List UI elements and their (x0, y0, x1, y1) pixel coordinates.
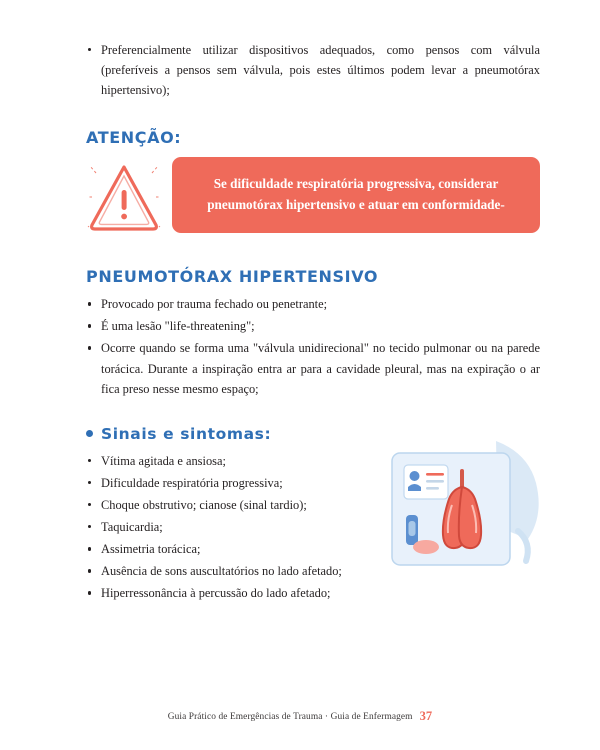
signs-heading-label: Sinais e sintomas: (101, 424, 272, 443)
list-item: Vítima agitada e ansiosa; (86, 451, 386, 471)
warning-triangle-icon (86, 157, 162, 237)
intro-bullet-list (86, 40, 540, 100)
page-footer (0, 709, 600, 724)
lungs-illustration (378, 435, 546, 587)
page-number: 37 (419, 709, 433, 723)
pneumothorax-heading: PNEUMOTÓRAX HIPERTENSIVO (86, 267, 379, 287)
signs-list (86, 451, 386, 604)
bullet-dot-icon (86, 430, 93, 437)
list-item: Assimetria torácica; (86, 539, 386, 559)
list-item: Provocado por trauma fechado ou penetrante; (86, 294, 540, 314)
list-item: Ocorre quando se forma uma "válvula unidirecional" no tecido pulmonar ou na parede torácica. Durante a inspiração entra ar para a cavidade pleural, mas na expiração o ar fica preso nesse mesmo espaço; (86, 338, 540, 398)
list-item: Hiperressonância à percussão do lado afetado; (86, 583, 386, 603)
list-item: Taquicardia; (86, 517, 386, 537)
list-item: É uma lesão "life-threatening"; (86, 316, 540, 336)
list-item: Ausência de sons auscultatórios no lado afetado; (86, 561, 363, 581)
list-item: Choque obstrutivo; cianose (sinal tardio); (86, 495, 386, 515)
attention-heading: ATENÇÃO: (86, 128, 182, 148)
list-item: Preferencialmente utilizar dispositivos adequados, como pensos com válvula (preferíveis a pensos sem válvula, pois estes últimos podem levar a pneumotórax hipertensivo); (86, 40, 540, 100)
list-item: Dificuldade respiratória progressiva; (86, 473, 386, 493)
footer-text: Guia Prático de Emergências de Trauma · Guia de Enfermagem (167, 712, 413, 722)
signs-section (86, 451, 540, 604)
attention-message: Se dificuldade respiratória progressiva, considerar pneumotórax hipertensivo e atuar em conformidade- (172, 157, 540, 233)
attention-callout (86, 157, 540, 237)
pneumothorax-bullet-list (86, 294, 540, 398)
